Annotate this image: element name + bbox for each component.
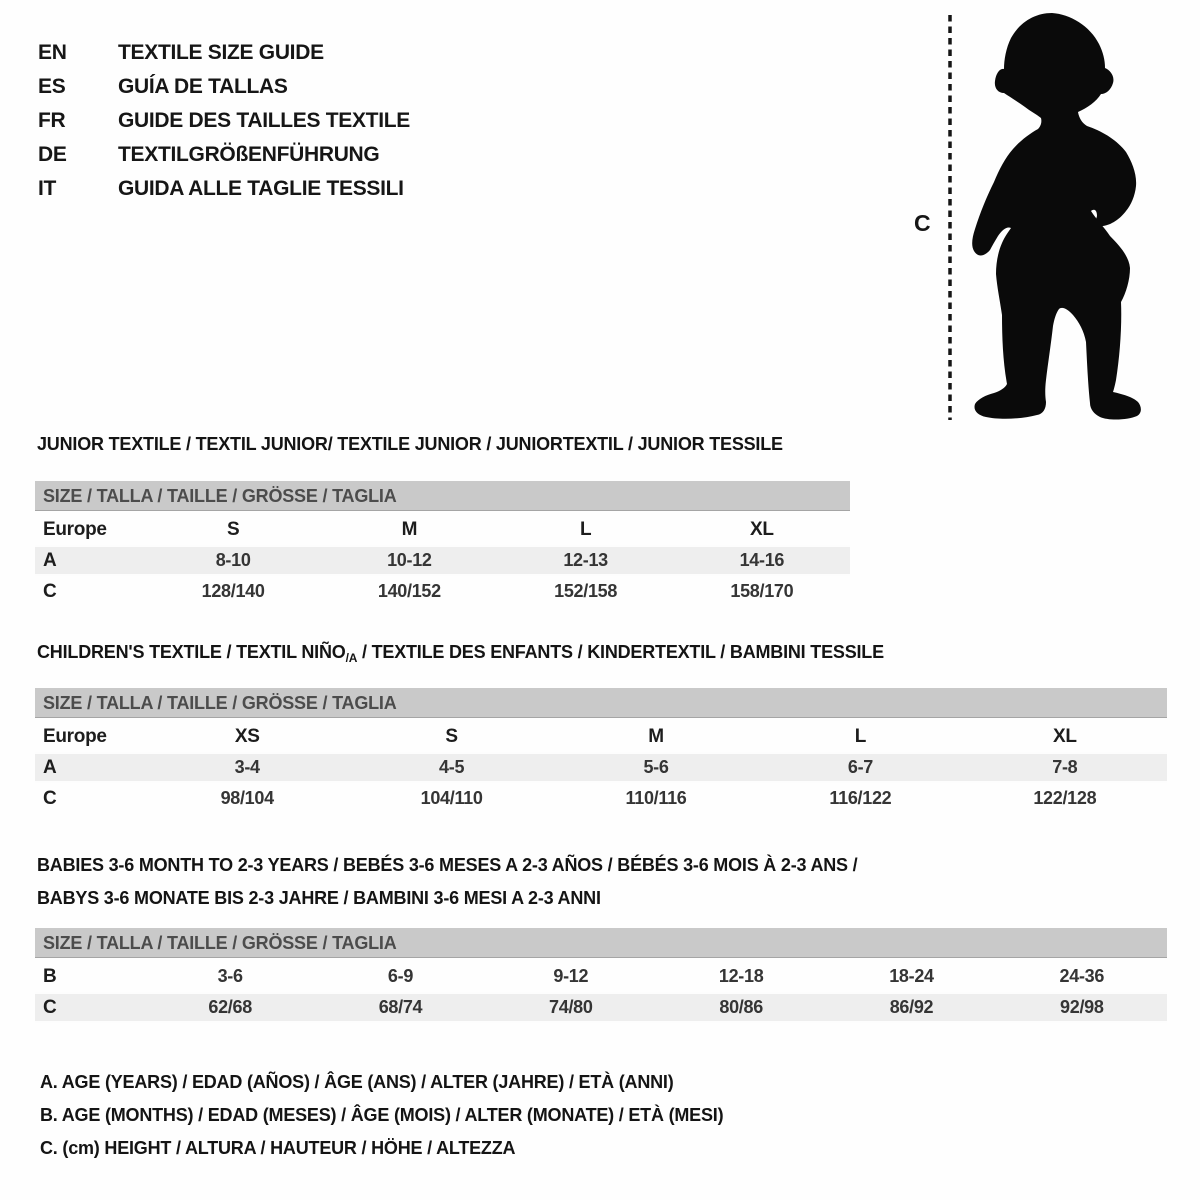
row-label: A xyxy=(43,756,57,778)
table-cell: 12-13 xyxy=(563,550,608,570)
col-header-size: M xyxy=(648,725,664,747)
row-label: C xyxy=(43,996,57,1018)
toddler-body-shape xyxy=(972,13,1141,420)
lang-code: IT xyxy=(38,177,57,200)
lang-row-fr xyxy=(38,104,410,138)
table-cell: 4-5 xyxy=(439,757,465,777)
measure-legend xyxy=(40,1066,723,1165)
table-row xyxy=(35,721,1167,752)
row-label: C xyxy=(43,787,57,809)
table-cell: 152/158 xyxy=(554,581,618,601)
table-cell: 14-16 xyxy=(739,550,785,570)
table-row-height xyxy=(35,992,1167,1023)
row-label: C xyxy=(43,580,57,602)
babies-title-line1: BABIES 3-6 MONTH TO 2-3 YEARS / BEBÉS 3-6 MESES A 2-3 AÑOS / BÉBÉS 3-6 MOIS À 2-3 ANS / xyxy=(37,855,858,875)
lang-label: GUÍA DE TALLAS xyxy=(118,75,288,98)
table-cell: 5-6 xyxy=(643,757,669,777)
col-header-size: L xyxy=(854,725,867,747)
table-row xyxy=(35,514,850,545)
table-cell: 110/116 xyxy=(625,788,687,808)
babies-title-line2: BABYS 3-6 MONATE BIS 2-3 JAHRE / BAMBINI 3-6 MESI A 2-3 ANNI xyxy=(37,888,601,908)
table-cell: 92/98 xyxy=(1060,997,1104,1017)
language-title-list xyxy=(38,36,410,206)
baby-silhouette-icon xyxy=(890,0,1200,430)
lang-code: DE xyxy=(38,143,67,166)
table-row-height xyxy=(35,576,850,607)
table-cell: 122/128 xyxy=(1033,788,1097,808)
table-cell: 62/68 xyxy=(208,997,252,1017)
table-cell: 6-9 xyxy=(387,966,414,986)
legend-line-b: B. AGE (MONTHS) / EDAD (MESES) / ÂGE (MOIS) / ALTER (MONATE) / ETÀ (MESI) xyxy=(40,1105,724,1125)
table-cell: 80/86 xyxy=(719,997,763,1017)
lang-code: ES xyxy=(38,75,66,98)
lang-label: GUIDA ALLE TAGLIE TESSILI xyxy=(118,177,404,200)
col-header-europe: Europe xyxy=(43,725,107,747)
babies-size-table xyxy=(35,928,1167,1023)
table-cell: 158/170 xyxy=(730,581,794,601)
children-title-sub: /A xyxy=(345,651,358,665)
size-header-band: SIZE / TALLA / TAILLE / GRÖSSE / TAGLIA xyxy=(35,928,1167,958)
size-header-band: SIZE / TALLA / TAILLE / GRÖSSE / TAGLIA xyxy=(35,688,1167,718)
legend-line-c: C. (cm) HEIGHT / ALTURA / HAUTEUR / HÖHE / ALTEZZA xyxy=(40,1138,516,1158)
table-cell: 140/152 xyxy=(377,581,441,601)
junior-size-table xyxy=(35,481,850,607)
col-header-size: XS xyxy=(234,725,260,747)
lang-label: TEXTILE SIZE GUIDE xyxy=(118,41,324,64)
table-cell: 98/104 xyxy=(220,788,274,808)
table-cell: 86/92 xyxy=(889,997,934,1017)
col-header-size: S xyxy=(226,518,240,540)
table-row-age xyxy=(35,752,1167,783)
lang-row-en xyxy=(38,36,410,70)
lang-label: GUIDE DES TAILLES TEXTILE xyxy=(118,109,410,132)
row-label: B xyxy=(43,965,57,987)
babies-section-title xyxy=(37,849,857,915)
col-header-size: M xyxy=(401,518,418,540)
col-header-size: XL xyxy=(750,518,774,540)
table-row-age xyxy=(35,545,850,576)
table-cell: 8-10 xyxy=(215,550,251,570)
table-cell: 74/80 xyxy=(549,997,593,1017)
table-cell: 116/122 xyxy=(829,788,892,808)
table-cell: 7-8 xyxy=(1052,757,1078,777)
lang-row-de xyxy=(38,138,410,172)
children-title-post: / TEXTILE DES ENFANTS / KINDERTEXTIL / BAMBINI TESSILE xyxy=(357,642,884,662)
baby-silhouette-figure xyxy=(890,0,1200,430)
table-cell: 128/140 xyxy=(201,581,265,601)
col-header-size: XL xyxy=(1052,725,1077,747)
col-header-size: S xyxy=(445,725,458,747)
lang-row-it xyxy=(38,172,410,206)
table-cell: 9-12 xyxy=(553,966,589,986)
table-cell: 18-24 xyxy=(889,966,934,986)
table-cell: 10-12 xyxy=(387,550,432,570)
legend-line-a: A. AGE (YEARS) / EDAD (AÑOS) / ÂGE (ANS) / ALTER (JAHRE) / ETÀ (ANNI) xyxy=(40,1072,674,1092)
table-cell: 24-36 xyxy=(1059,966,1105,986)
children-title-pre: CHILDREN'S TEXTILE / TEXTIL NIÑO xyxy=(37,642,346,662)
lang-row-es xyxy=(38,70,410,104)
lang-code: EN xyxy=(38,41,67,64)
lang-label: TEXTILGRÖßENFÜHRUNG xyxy=(118,143,380,166)
children-section-title xyxy=(37,642,884,665)
lang-code: FR xyxy=(38,109,66,132)
table-cell: 68/74 xyxy=(378,997,423,1017)
table-cell: 12-18 xyxy=(718,966,764,986)
col-header-europe: Europe xyxy=(43,518,107,540)
col-header-size: L xyxy=(579,518,592,540)
table-cell: 3-6 xyxy=(217,966,243,986)
table-row-months xyxy=(35,961,1167,992)
row-label: A xyxy=(43,549,57,571)
table-row-height xyxy=(35,783,1167,814)
table-cell: 6-7 xyxy=(847,757,873,777)
height-measure-label: C xyxy=(914,210,931,236)
children-size-table xyxy=(35,688,1167,814)
table-cell: 3-4 xyxy=(234,757,260,777)
size-header-band: SIZE / TALLA / TAILLE / GRÖSSE / TAGLIA xyxy=(35,481,850,511)
table-cell: 104/110 xyxy=(420,788,483,808)
junior-section-title: JUNIOR TEXTILE / TEXTIL JUNIOR/ TEXTILE JUNIOR / JUNIORTEXTIL / JUNIOR TESSILE xyxy=(37,434,783,454)
